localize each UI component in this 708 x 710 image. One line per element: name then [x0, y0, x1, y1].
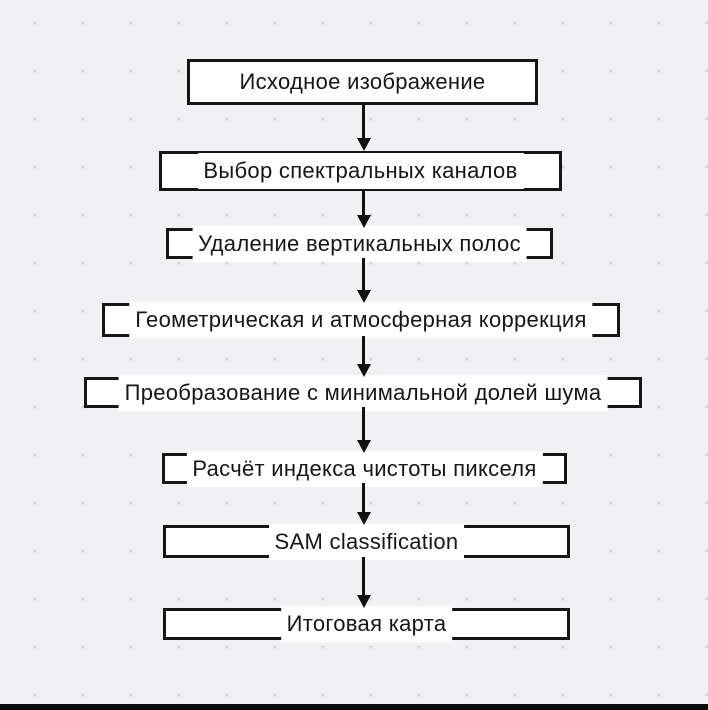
- node-label-minimum-noise-fraction-transform: Преобразование с минимальной долей шума: [119, 375, 608, 411]
- node-sam-classification[interactable]: [163, 525, 570, 558]
- node-label-pixel-purity-index: Расчёт индекса чистоты пикселя: [186, 451, 542, 487]
- node-geometric-atmospheric-correction[interactable]: [102, 303, 620, 337]
- bottom-window-edge: [0, 704, 708, 710]
- arrow-head-icon: [357, 138, 371, 151]
- arrow-line: [362, 258, 365, 292]
- node-label-spectral-channel-selection: Выбор спектральных каналов: [197, 153, 523, 189]
- arrow-line: [362, 407, 365, 442]
- arrow-line: [362, 483, 365, 514]
- arrow-head-icon: [357, 440, 371, 453]
- node-label-geometric-atmospheric-correction: Геометрическая и атмосферная коррекция: [129, 302, 592, 338]
- arrow-head-icon: [357, 364, 371, 377]
- node-label-vertical-stripe-removal: Удаление вертикальных полос: [192, 226, 527, 262]
- node-vertical-stripe-removal[interactable]: [166, 228, 553, 259]
- node-pixel-purity-index[interactable]: [162, 453, 567, 484]
- arrow-line: [362, 104, 365, 140]
- node-final-map[interactable]: [163, 608, 570, 640]
- node-label-final-map: Итоговая карта: [281, 606, 453, 642]
- arrow-head-icon: [357, 215, 371, 228]
- arrow-head-icon: [357, 290, 371, 303]
- arrow-line: [362, 336, 365, 366]
- arrow-head-icon: [357, 512, 371, 525]
- node-label-sam-classification: SAM classification: [269, 524, 465, 560]
- node-minimum-noise-fraction-transform[interactable]: [84, 377, 642, 408]
- node-label-source-image: Исходное изображение: [234, 64, 492, 100]
- arrow-line: [362, 557, 365, 597]
- arrow-line: [362, 190, 365, 217]
- node-spectral-channel-selection[interactable]: [159, 151, 562, 191]
- arrow-head-icon: [357, 595, 371, 608]
- node-source-image[interactable]: [187, 59, 538, 105]
